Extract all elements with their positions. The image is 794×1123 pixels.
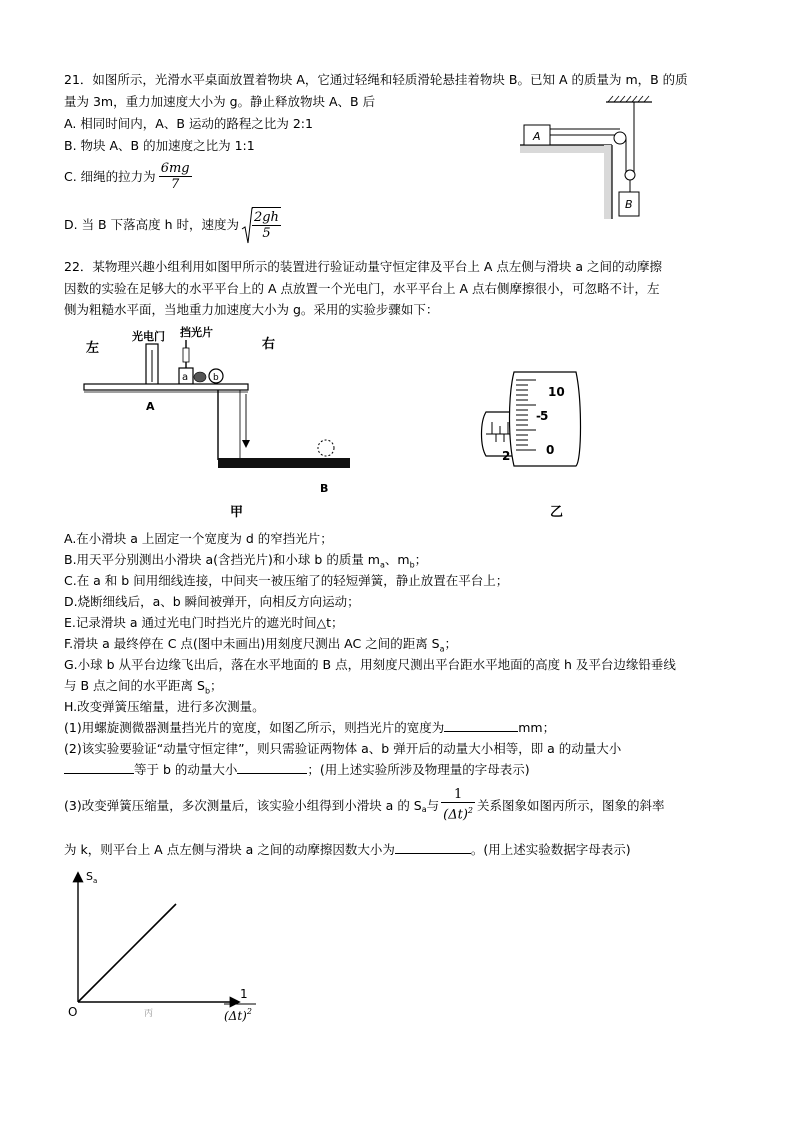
q21-option-d-denominator: 5 [262, 226, 271, 241]
q22-part3-line2 [64, 840, 631, 858]
part3-fraction-denominator [441, 803, 475, 822]
micro-label-10: 10 [548, 385, 565, 399]
step-b-end: ； [414, 552, 428, 567]
q22-step-g-line1: G.小球 b 从平台边缘飞出后，落在水平地面的 B 点，用刻度尺测出平台距水平地面的高度 h 及平台边缘铅垂线 [64, 657, 676, 672]
part2-answer-blank-b[interactable] [237, 761, 307, 774]
part3-den-text: (Δt) [443, 807, 468, 823]
micro-label-5: 5 [540, 409, 549, 423]
part2-end-text: ；(用上述实验所涉及物理量的字母表示) [307, 762, 530, 777]
graph-x-denominator: $(\Delta t)^2$ [224, 1007, 252, 1023]
q22-step-h: H.改变弹簧压缩量，进行多次测量。 [64, 699, 265, 714]
q21-option-d-text: D. 当 B 下落高度 h 时，速度为 [64, 217, 239, 232]
sqrt-sign-icon [241, 207, 253, 247]
step-g2-text: 与 B 点之间的水平距离 S [64, 678, 205, 693]
part3-text: (3)改变弹簧压缩量，多次测量后，该实验小组得到小滑块 a 的 S [64, 798, 422, 813]
part3-sub-a: a [421, 805, 427, 814]
q21-stem-line1: 21．如图所示，光滑水平桌面放置着物块 A，它通过轻绳和轻质滑轮悬挂着物块 B。已知 A 的质量为 m，B 的质 [64, 72, 688, 87]
micro-label-2: 2 [502, 449, 511, 463]
part2-answer-blank-a[interactable] [64, 761, 134, 774]
q21-option-c-fraction [159, 161, 192, 192]
q22-figure-jia [80, 322, 370, 522]
q22-step-c: C.在 a 和 b 间用细线连接，中间夹一被压缩了的轻短弹簧，静止放置在平台上； [64, 573, 509, 588]
step-b-text: B.用天平分别测出小滑块 a(含挡光片)和小球 b 的质量 m [64, 552, 380, 567]
step-b-sub-a: a [379, 560, 385, 570]
step-f-text: F.滑块 a 最终停在 C 点(图中未画出)用刻度尺测出 AC 之间的距离 S [64, 636, 440, 651]
q21-option-c-numerator: 6mg [160, 160, 190, 176]
q22-step-d: D.烧断细线后，a、b 瞬间被弹开，向相反方向运动； [64, 594, 360, 609]
q22-step-e: E.记录滑块 a 通过光电门时挡光片的遮光时间△t； [64, 615, 344, 630]
ground [218, 458, 350, 468]
part3-mid: 与 [426, 798, 440, 813]
q22-stem-line1: 22．某物理兴趣小组利用如图甲所示的装置进行验证动量守恒定律及平台上 A 点左侧与滑块 a 之间的动摩擦 [64, 259, 663, 274]
q22-part2-line2 [64, 760, 530, 778]
q22-graph-bing [60, 866, 280, 1036]
step-b-sub-b: b [409, 560, 415, 570]
fig-left-label: 左 [86, 341, 100, 356]
micro-label-0: 0 [546, 443, 555, 457]
q21-option-d-fraction [252, 207, 281, 241]
q21-option-b: B. 物块 A、B 的加速度之比为 1:1 [64, 138, 255, 153]
fig-slider-label-a: a [182, 372, 189, 383]
q21-option-c [64, 156, 192, 196]
part1-unit: mm； [518, 720, 556, 735]
graph-x-numerator: 1 [240, 987, 248, 1001]
svg-text:-: - [536, 409, 541, 423]
q22-figure-yi-micrometer [478, 360, 588, 520]
q22-part1 [64, 718, 555, 736]
part3-den-sup: 2 [467, 806, 474, 816]
part2-mid-text: 等于 b 的动量大小 [134, 762, 238, 777]
graph-line [78, 904, 176, 1002]
q21-option-d [64, 204, 281, 244]
q21-option-c-text: C. 细绳的拉力为 [64, 169, 156, 184]
q21-fig-label-a: A [533, 130, 541, 143]
fig-ball-label-b: b [213, 373, 219, 383]
q21-stem-line2: 量为 3m，重力加速度大小为 g。静止释放物块 A、B 后 [64, 94, 376, 109]
part3-fraction-numerator: 1 [441, 787, 475, 803]
step-g2-sub: b [204, 686, 211, 696]
step-b-mid: 、m [384, 552, 410, 567]
q22-step-b [64, 550, 427, 570]
part3-answer-blank[interactable] [395, 841, 471, 854]
q21-option-c-denominator: 7 [171, 176, 180, 192]
fig-jia-caption: 甲 [230, 505, 244, 520]
q22-step-f [64, 634, 457, 654]
part3b-text: 为 k，则平台上 A 点左侧与滑块 a 之间的动摩擦因数大小为 [64, 842, 395, 857]
q21-option-d-numerator: 2gh [253, 210, 279, 225]
q21-option-a: A. 相同时间内，A、B 运动的路程之比为 2:1 [64, 116, 313, 131]
q22-stem-line2: 因数的实验在足够大的水平平台上的 A 点放置一个光电门，水平平台上 A 点右侧摩擦很小，可忽略不计，左 [64, 281, 660, 296]
graph-origin: O [68, 1005, 78, 1019]
fig-gate-label: 光电门 [132, 330, 165, 343]
fig-shutter-label: 挡光片 [180, 326, 213, 339]
spring-icon [194, 372, 206, 382]
q21-fig-label-b: B [625, 198, 633, 211]
fig-point-a: A [146, 400, 155, 413]
fig-point-b: B [320, 482, 329, 495]
q22-step-a: A.在小滑块 a 上固定一个宽度为 d 的窄挡光片； [64, 531, 333, 546]
part1-answer-blank[interactable] [444, 719, 518, 732]
fig-yi-caption: 乙 [550, 505, 564, 520]
part1-text: (1)用螺旋测微器测量挡光片的宽度，如图乙所示，则挡光片的宽度为 [64, 720, 445, 735]
part3-fraction [441, 787, 475, 822]
step-f-sub: a [439, 644, 445, 654]
q21-option-d-sqrt [241, 207, 281, 241]
part3-end: 关系图象如图丙所示，图象的斜率 [477, 798, 665, 813]
step-f-end: ； [444, 636, 458, 651]
q22-part2-line1: (2)该实验要验证“动量守恒定律”，则只需验证两物体 a、b 弹开后的动量大小相等，即 a 的动量大小 [64, 741, 622, 756]
q21-pulley-figure [516, 92, 656, 222]
step-g2-end: ； [210, 678, 223, 693]
graph-y-label: $S_a$ [86, 870, 98, 885]
q22-stem-line3: 侧为粗糙水平面，当地重力加速度大小为 g。采用的实验步骤如下： [64, 302, 439, 317]
graph-bing-caption: 丙 [144, 1009, 154, 1019]
part3b-end: 。(用上述实验数据字母表示) [470, 842, 631, 857]
fig-right-label: 右 [262, 337, 276, 352]
q22-step-g-line2 [64, 676, 223, 696]
q22-part3-line1 [64, 782, 665, 828]
